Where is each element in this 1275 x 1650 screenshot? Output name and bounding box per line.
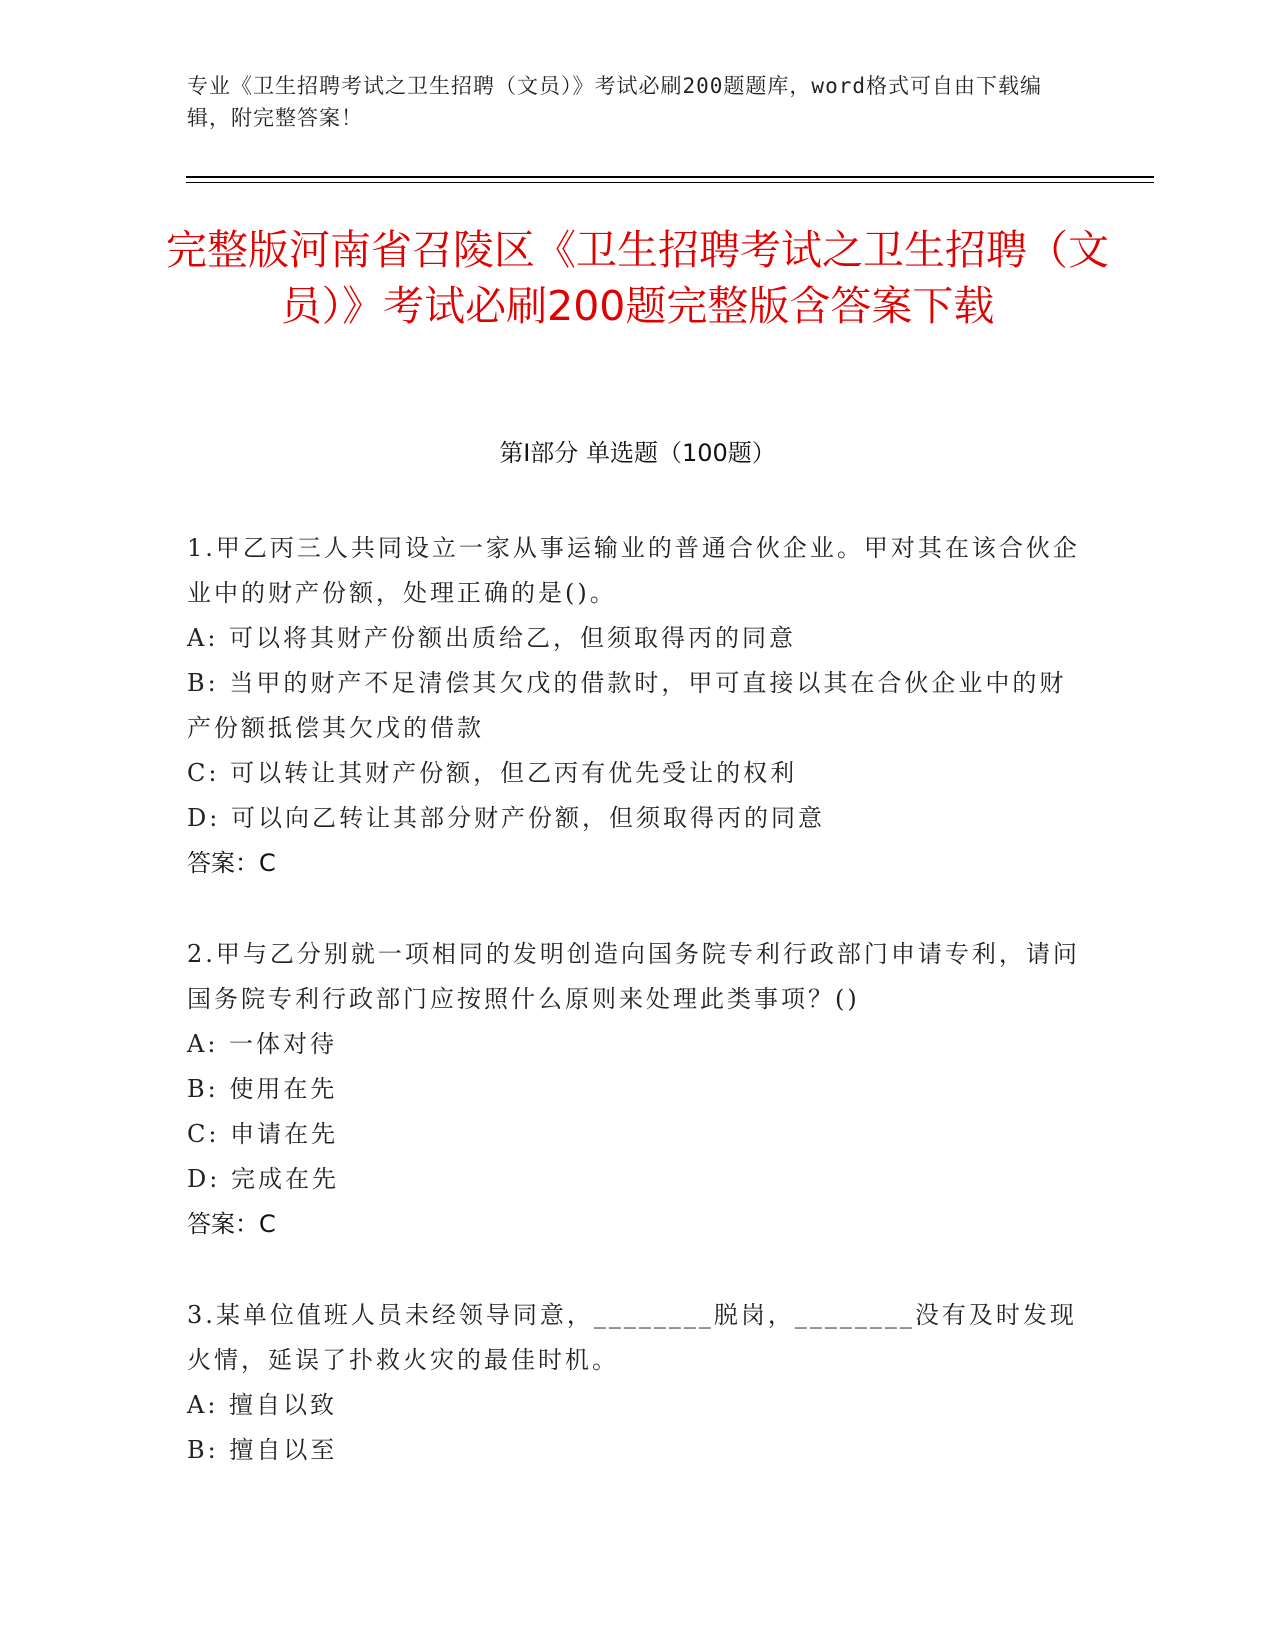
header-divider-thin xyxy=(186,182,1154,183)
answer: 答案：C xyxy=(187,849,276,877)
option-b: B: 擅自以至 xyxy=(187,1436,338,1464)
question-stem: 1.甲乙丙三人共同设立一家从事运输业的普通合伙企业。甲对其在该合伙企业中的财产份额，处理正确的是()。 xyxy=(187,534,1080,607)
question-stem: 2.甲与乙分别就一项相同的发明创造向国务院专利行政部门申请专利，请问国务院专利行政部门应按照什么原则来处理此类事项？() xyxy=(187,940,1080,1013)
document-title: 完整版河南省召陵区《卫生招聘考试之卫生招聘（文员）》考试必刷200题完整版含答案下载 xyxy=(166,226,1109,330)
question-1 xyxy=(187,526,1087,886)
question-2 xyxy=(187,932,1087,1247)
question-3 xyxy=(187,1293,1087,1473)
option-c: C: 可以转让其财产份额，但乙丙有优先受让的权利 xyxy=(187,759,798,787)
option-d: D: 完成在先 xyxy=(187,1165,339,1193)
question-stem: 3.某单位值班人员未经领导同意，________脱岗，________没有及时发现火情，延误了扑救火灾的最佳时机。 xyxy=(187,1301,1077,1374)
header-divider-thick xyxy=(186,176,1154,178)
option-a: A: 可以将其财产份额出质给乙，但须取得丙的同意 xyxy=(187,624,797,652)
answer: 答案：C xyxy=(187,1210,276,1238)
option-a: A: 擅自以致 xyxy=(187,1391,338,1419)
option-b: B: 当甲的财产不足清偿其欠戊的借款时，甲可直接以其在合伙企业中的财产份额抵偿其欠戊的借款 xyxy=(187,669,1067,742)
section-title: 第Ⅰ部分 单选题（100题） xyxy=(499,439,776,467)
option-a: A: 一体对待 xyxy=(187,1030,338,1058)
option-c: C: 申请在先 xyxy=(187,1120,339,1148)
option-d: D: 可以向乙转让其部分财产份额，但须取得丙的同意 xyxy=(187,804,825,832)
option-b: B: 使用在先 xyxy=(187,1075,338,1103)
header-note: 专业《卫生招聘考试之卫生招聘（文员）》考试必刷200题题库，word格式可自由下载编辑，附完整答案！ xyxy=(187,74,1042,130)
question-list xyxy=(187,526,1087,1519)
